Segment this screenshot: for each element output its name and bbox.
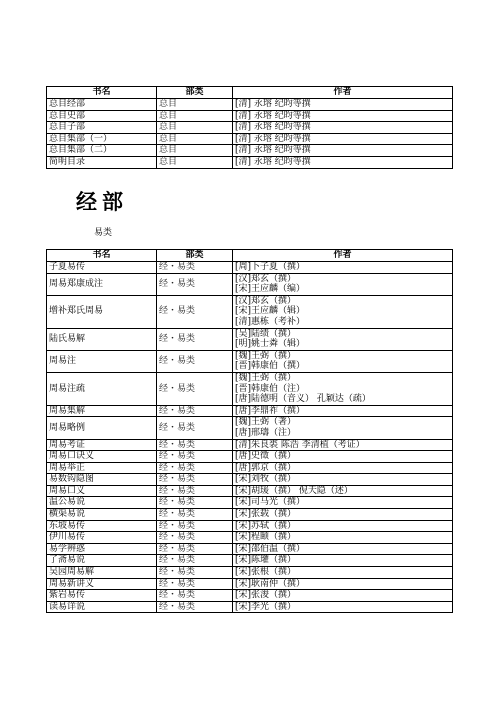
book-name-cell: 伊川易传 <box>47 532 157 544</box>
book-name-cell: 了斋易说 <box>47 555 157 567</box>
book-name-cell: 总目史部 <box>47 110 157 122</box>
table-row <box>47 417 453 439</box>
table-row <box>47 555 453 567</box>
author-cell <box>233 133 453 145</box>
table-row <box>47 590 453 602</box>
author-cell <box>233 567 453 579</box>
category-cell: 经・易类 <box>157 509 233 521</box>
category-cell: 经・易类 <box>157 590 233 602</box>
author-line: [宋]苏轼（撰） <box>235 520 297 531</box>
category-cell: 经・易类 <box>157 417 233 439</box>
table-row <box>47 273 453 295</box>
table-row <box>47 295 453 328</box>
table-row <box>47 601 453 613</box>
book-name-cell: 周易考证 <box>47 439 157 451</box>
subsection-label: 易类 <box>94 228 113 238</box>
table-row <box>47 439 453 451</box>
main-header-row <box>47 250 453 262</box>
category-cell: 经・易类 <box>157 520 233 532</box>
table-row <box>47 156 453 168</box>
author-line: [宋]胡瑗（撰） 倪天隐（述） <box>235 485 353 496</box>
summary-body <box>47 99 453 169</box>
author-line: [晋]韩康伯（撰） <box>235 361 306 372</box>
book-name-cell: 周易郑康成注 <box>47 273 157 295</box>
table-row <box>47 474 453 486</box>
table-row <box>47 497 453 509</box>
author-line: [清] 永瑢 纪昀等撰 <box>235 133 311 144</box>
author-line: [清]朱良裘 陈浩 李清植（考证） <box>235 439 365 450</box>
author-line: [清] 永瑢 纪昀等撰 <box>235 145 311 156</box>
author-line: [魏]王弼（撰） <box>235 372 297 383</box>
author-line: [宋]王应麟（编） <box>235 284 306 295</box>
book-name-cell: 周易略例 <box>47 417 157 439</box>
category-cell: 经・易类 <box>157 372 233 405</box>
author-cell <box>233 451 453 463</box>
book-name-cell: 紫岩易传 <box>47 590 157 602</box>
table-row <box>47 133 453 145</box>
book-name-cell: 增补郑氏周易 <box>47 295 157 328</box>
table-row <box>47 578 453 590</box>
book-name-cell: 总目子部 <box>47 122 157 134</box>
category-cell: 经・易类 <box>157 567 233 579</box>
author-cell <box>233 110 453 122</box>
category-cell: 经・易类 <box>157 328 233 350</box>
summary-catalog-table <box>46 86 453 169</box>
author-cell <box>233 555 453 567</box>
category-cell: 经・易类 <box>157 405 233 417</box>
book-name-cell: 易学辨惑 <box>47 543 157 555</box>
category-cell: 经・易类 <box>157 439 233 451</box>
book-name-cell: 易数钩隐图 <box>47 474 157 486</box>
category-cell: 经・易类 <box>157 350 233 372</box>
category-cell: 总目 <box>157 110 233 122</box>
book-name-cell: 子夏易传 <box>47 262 157 274</box>
author-line: [宋]耿南仲（撰） <box>235 578 306 589</box>
author-line: [明]姚士粦（辑） <box>235 339 306 350</box>
author-line: [吴]陆绩（撰） <box>235 328 297 339</box>
category-cell: 经・易类 <box>157 295 233 328</box>
author-cell <box>233 601 453 613</box>
author-cell <box>233 99 453 111</box>
main-header-name: 书名 <box>47 250 157 262</box>
author-cell <box>233 439 453 451</box>
summary-header-author: 作者 <box>233 87 453 99</box>
table-row <box>47 145 453 157</box>
category-cell: 总目 <box>157 133 233 145</box>
main-header-author: 作者 <box>233 250 453 262</box>
book-name-cell: 温公易说 <box>47 497 157 509</box>
author-cell <box>233 532 453 544</box>
author-cell <box>233 578 453 590</box>
book-name-cell: 周易集解 <box>47 405 157 417</box>
author-line: [宋]邵伯温（撰） <box>235 543 306 554</box>
category-cell: 经・易类 <box>157 601 233 613</box>
summary-header-category: 部类 <box>157 87 233 99</box>
category-cell: 经・易类 <box>157 273 233 295</box>
jing-yi-catalog-table <box>46 249 453 613</box>
category-cell: 总目 <box>157 99 233 111</box>
table-row <box>47 451 453 463</box>
table-row <box>47 122 453 134</box>
category-cell: 经・易类 <box>157 578 233 590</box>
author-line: [唐]郭京（撰） <box>235 462 297 473</box>
summary-header-row <box>47 87 453 99</box>
book-name-cell: 周易新讲义 <box>47 578 157 590</box>
author-line: [唐]邢璹（注） <box>235 427 297 438</box>
category-cell: 经・易类 <box>157 451 233 463</box>
table-row <box>47 110 453 122</box>
author-cell <box>233 590 453 602</box>
author-line: [宋]张根（撰） <box>235 567 297 578</box>
author-cell <box>233 328 453 350</box>
author-cell <box>233 485 453 497</box>
category-cell: 总目 <box>157 145 233 157</box>
table-row <box>47 532 453 544</box>
category-cell: 经・易类 <box>157 462 233 474</box>
table-row <box>47 520 453 532</box>
table-row <box>47 372 453 405</box>
author-cell <box>233 474 453 486</box>
author-line: [清]惠栋（考补） <box>235 316 306 327</box>
author-line: [宋]陈瓘（撰） <box>235 555 297 566</box>
table-row <box>47 509 453 521</box>
author-line: [唐]陆德明（音义） 孔颖达（疏） <box>235 394 371 405</box>
author-line: [清] 永瑢 纪昀等撰 <box>235 122 311 133</box>
category-cell: 经・易类 <box>157 543 233 555</box>
category-cell: 经・易类 <box>157 262 233 274</box>
author-cell <box>233 145 453 157</box>
book-name-cell: 简明目录 <box>47 156 157 168</box>
author-line: [宋]张载（撰） <box>235 509 297 520</box>
section-title: 经部 <box>76 190 128 214</box>
category-cell: 经・易类 <box>157 497 233 509</box>
author-cell <box>233 122 453 134</box>
author-line: [宋]司马光（撰） <box>235 497 306 508</box>
category-cell: 经・易类 <box>157 485 233 497</box>
book-name-cell: 东坡易传 <box>47 520 157 532</box>
main-header-category: 部类 <box>157 250 233 262</box>
category-cell: 经・易类 <box>157 555 233 567</box>
author-line: [宋]张浚（撰） <box>235 590 297 601</box>
author-cell <box>233 273 453 295</box>
author-line: [魏]王弼（著） <box>235 417 297 428</box>
book-name-cell: 总目集部（二） <box>47 145 157 157</box>
book-name-cell: 吴园周易解 <box>47 567 157 579</box>
book-name-cell: 周易注 <box>47 350 157 372</box>
book-name-cell: 周易举正 <box>47 462 157 474</box>
book-name-cell: 总目经部 <box>47 99 157 111</box>
author-cell <box>233 295 453 328</box>
book-name-cell: 陆氏易解 <box>47 328 157 350</box>
category-cell: 总目 <box>157 122 233 134</box>
author-line: [宋]王应麟（辑） <box>235 306 306 317</box>
category-cell: 经・易类 <box>157 474 233 486</box>
book-name-cell: 周易口诀义 <box>47 451 157 463</box>
table-row <box>47 462 453 474</box>
author-cell <box>233 417 453 439</box>
author-line: [宋]程颐（撰） <box>235 532 297 543</box>
author-line: [魏]王弼（撰） <box>235 350 297 361</box>
table-row <box>47 350 453 372</box>
table-row <box>47 262 453 274</box>
author-cell <box>233 543 453 555</box>
author-line: [唐]史徵（撰） <box>235 451 297 462</box>
author-cell <box>233 156 453 168</box>
author-line: [汉]郑玄（撰） <box>235 295 297 306</box>
author-line: [清] 永瑢 纪昀等撰 <box>235 110 311 121</box>
main-body <box>47 262 453 613</box>
author-cell <box>233 520 453 532</box>
author-cell <box>233 509 453 521</box>
author-line: [清] 永瑢 纪昀等撰 <box>235 99 311 109</box>
summary-header-name: 书名 <box>47 87 157 99</box>
author-line: [宋]李光（撰） <box>235 601 297 612</box>
author-line: [汉]郑玄（撰） <box>235 273 297 284</box>
author-line: [宋]刘牧（撰） <box>235 474 297 485</box>
table-row <box>47 543 453 555</box>
table-row <box>47 485 453 497</box>
table-row <box>47 567 453 579</box>
table-row <box>47 405 453 417</box>
author-cell <box>233 405 453 417</box>
author-line: [清] 永瑢 纪昀等撰 <box>235 156 311 167</box>
book-name-cell: 读易详说 <box>47 601 157 613</box>
category-cell: 总目 <box>157 156 233 168</box>
author-cell <box>233 262 453 274</box>
author-line: [周]卜子夏（撰） <box>235 262 306 272</box>
author-cell <box>233 462 453 474</box>
book-name-cell: 总目集部（一） <box>47 133 157 145</box>
book-name-cell: 周易口义 <box>47 485 157 497</box>
category-cell: 经・易类 <box>157 532 233 544</box>
table-row <box>47 99 453 111</box>
author-line: [晋]韩康伯（注） <box>235 383 306 394</box>
author-cell <box>233 372 453 405</box>
author-cell <box>233 497 453 509</box>
author-line: [唐]李鼎祚（撰） <box>235 405 306 416</box>
book-name-cell: 周易注疏 <box>47 372 157 405</box>
author-cell <box>233 350 453 372</box>
book-name-cell: 横渠易说 <box>47 509 157 521</box>
table-row <box>47 328 453 350</box>
